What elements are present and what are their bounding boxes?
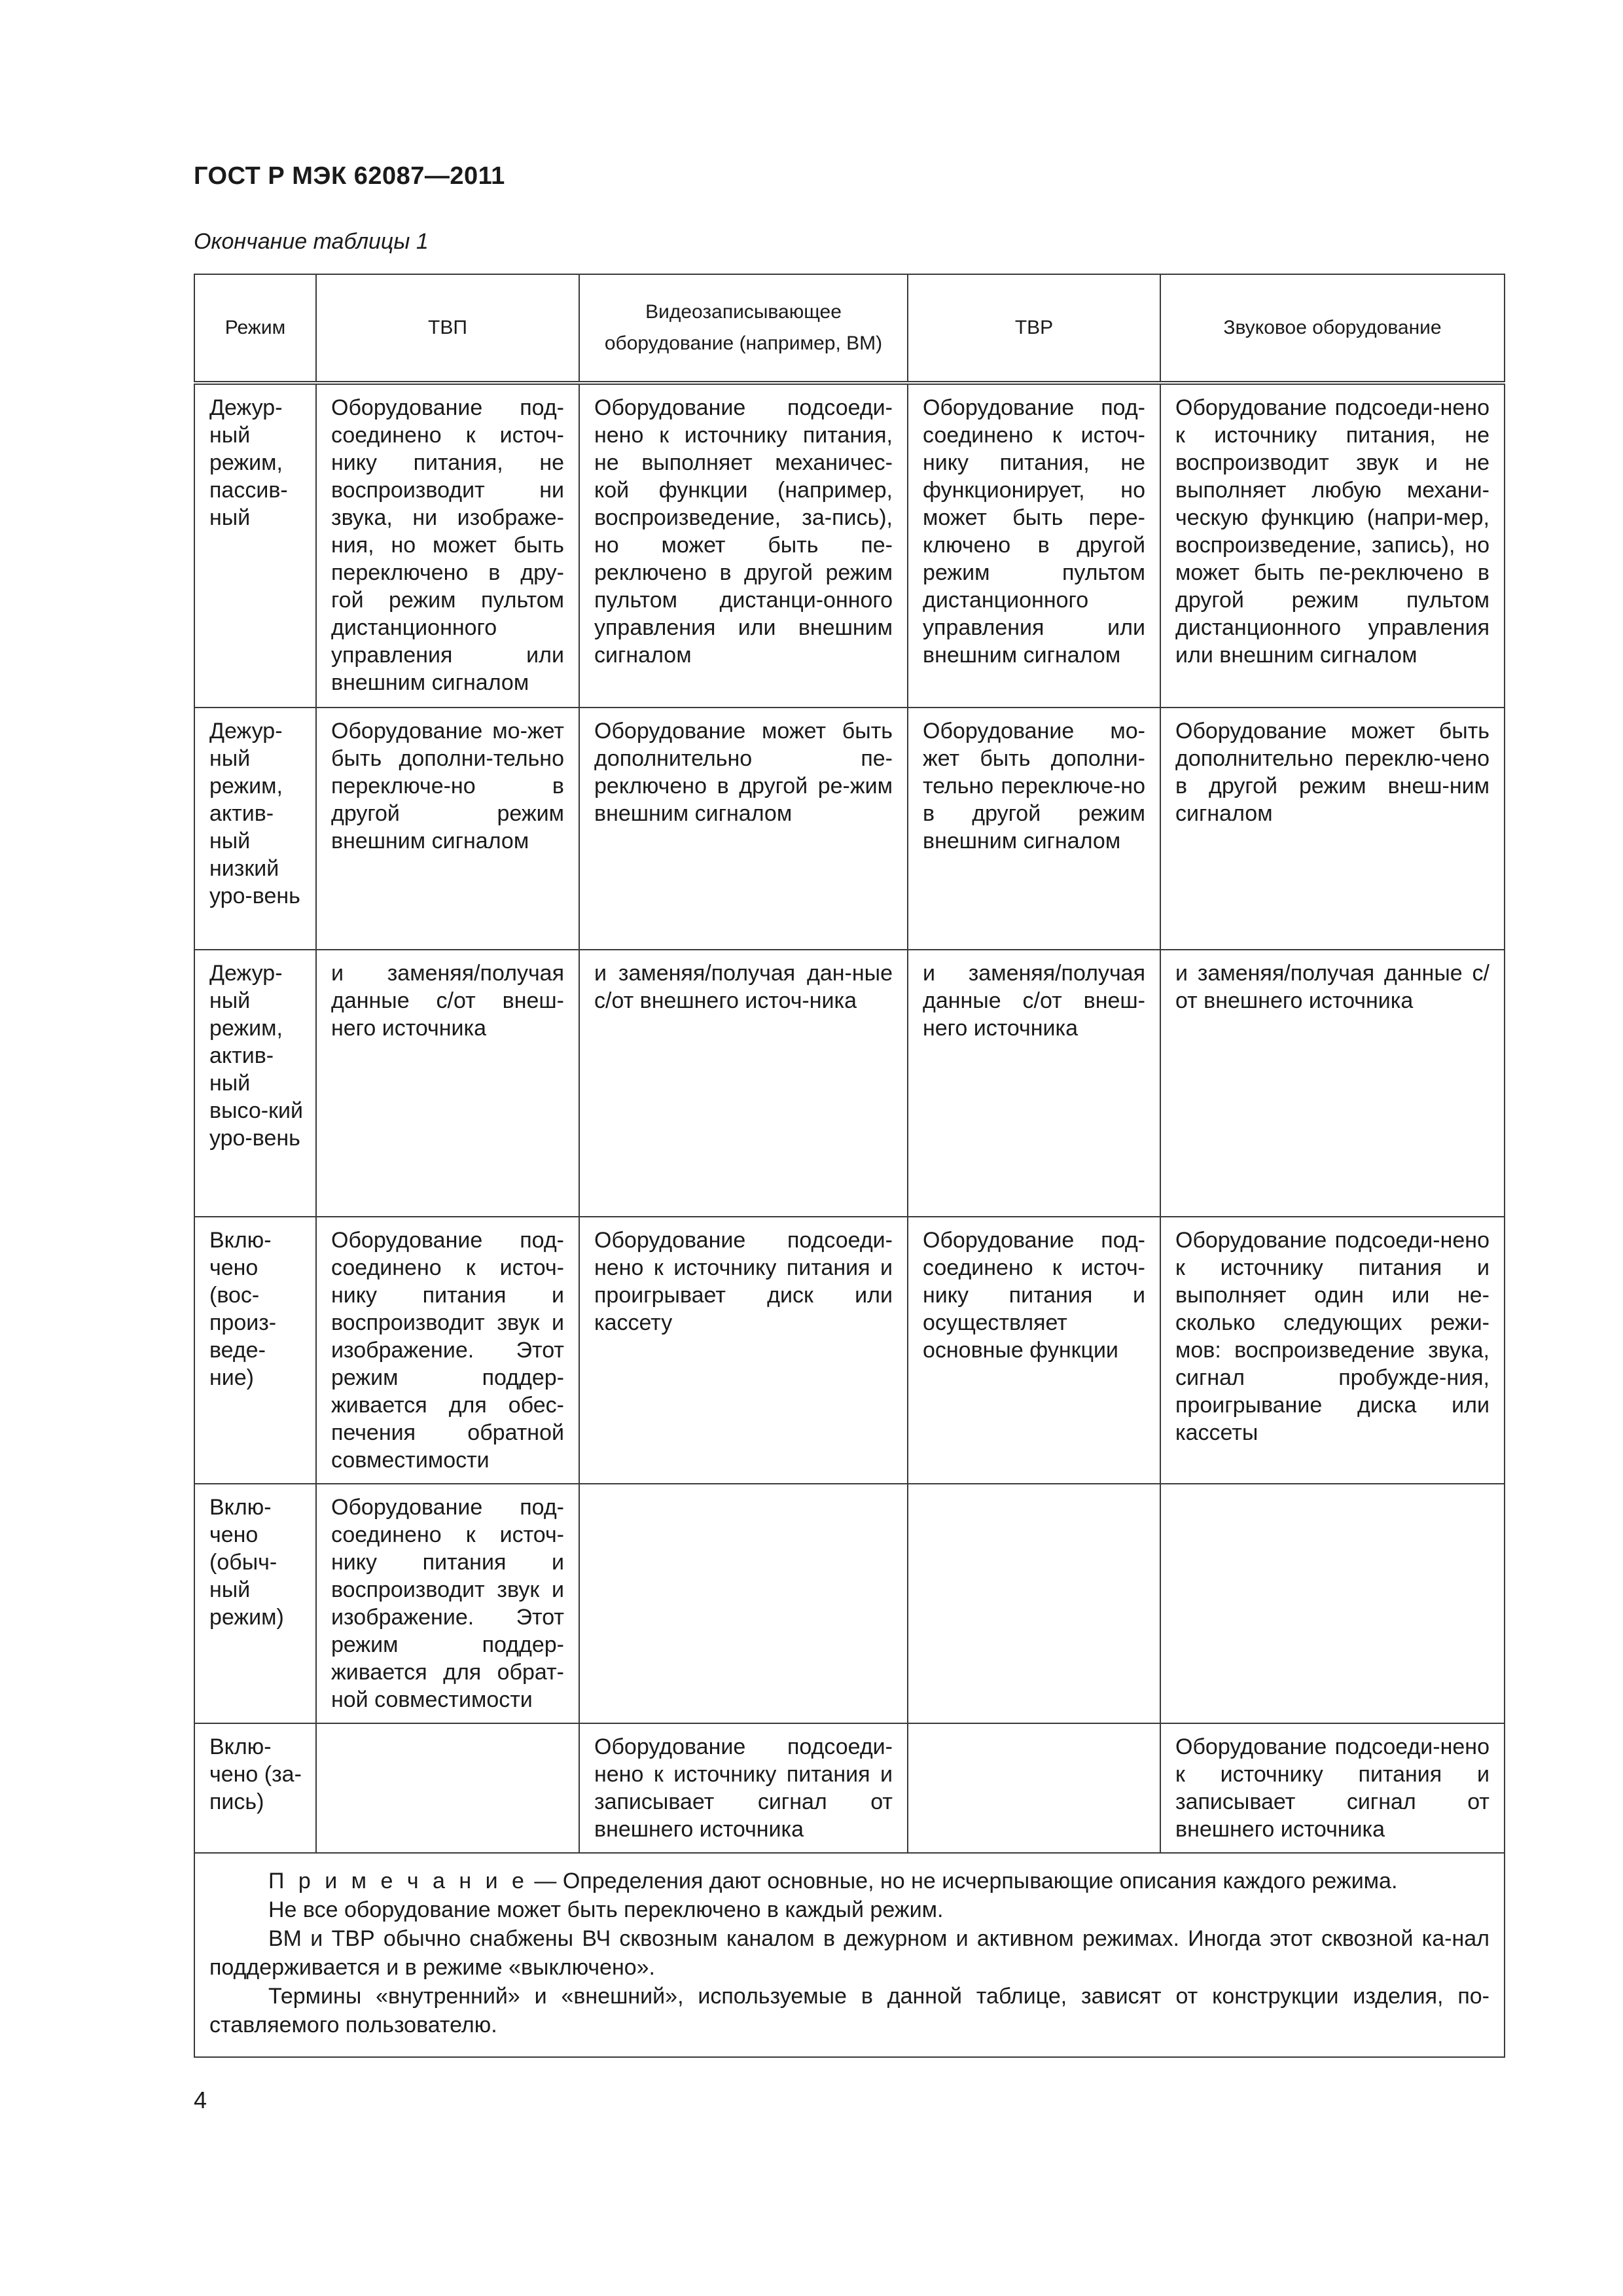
tvp-cell: Оборудование под-соединено к источ-нику питания и воспроизводит звук и изображение. Этот режим поддер-живается для обес-печения обратной совместимости bbox=[316, 1217, 579, 1484]
video-cell: Оборудование подсоеди-нено к источнику питания, не выполняет механичес-кой функции (например, воспроизведение, за-пись), но может быть пе-реключено в другой режим пультом дистанци-онного управления или внешним сигналом bbox=[579, 383, 908, 708]
tvr-cell: Оборудование мо-жет быть дополни-тельно переключе-но в другой режим внешним сигналом bbox=[908, 708, 1160, 950]
table-header-row bbox=[194, 274, 1505, 383]
video-cell: Оборудование подсоеди-нено к источнику питания и проигрывает диск или кассету bbox=[579, 1217, 908, 1484]
table-note bbox=[194, 1853, 1505, 2057]
note-line: ВМ и ТВР обычно снабжены ВЧ сквозным каналом в дежурном и активном режимах. Иногда этот сквозной ка-нал поддерживается и в режиме «выключено». bbox=[209, 1926, 1489, 1980]
modes-table bbox=[194, 274, 1505, 2058]
note-line bbox=[209, 1867, 1489, 1895]
audio-cell: Оборудование подсоеди-нено к источнику питания и записывает сигнал от внешнего источника bbox=[1160, 1723, 1505, 1853]
document-header: ГОСТ Р МЭК 62087—2011 bbox=[194, 162, 505, 190]
audio-cell bbox=[1160, 1484, 1505, 1723]
video-cell: Оборудование подсоеди-нено к источнику питания и записывает сигнал от внешнего источника bbox=[579, 1723, 908, 1853]
tvp-cell bbox=[316, 1723, 579, 1853]
tvr-cell: Оборудование под-соединено к источ-нику питания и осуществляет основные функции bbox=[908, 1217, 1160, 1484]
table-caption: Окончание таблицы 1 bbox=[194, 229, 429, 254]
table-row bbox=[194, 950, 1505, 1217]
column-header-mode: Режим bbox=[194, 274, 316, 383]
mode-cell: Дежур-ный режим, актив-ный высо-кий уро-вень bbox=[194, 950, 316, 1217]
tvp-cell: и заменяя/получая данные с/от внеш-него источника bbox=[316, 950, 579, 1217]
page-number: 4 bbox=[194, 2087, 207, 2113]
note-line: Не все оборудование может быть переключено в каждый режим. bbox=[268, 1897, 944, 1922]
tvp-cell: Оборудование под-соединено к источ-нику питания, не воспроизводит ни звука, ни изображе-ния, но может быть переключено в дру-гой режим пультом дистанционного управления или внешним сигналом bbox=[316, 383, 579, 708]
column-header-audio: Звуковое оборудование bbox=[1160, 274, 1505, 383]
table-row bbox=[194, 708, 1505, 950]
column-header-video: Видеозаписывающее оборудование (например, ВМ) bbox=[579, 274, 908, 383]
mode-cell: Вклю-чено (вос-произ-веде-ние) bbox=[194, 1217, 316, 1484]
video-cell: и заменяя/получая дан-ные с/от внешнего источ-ника bbox=[579, 950, 908, 1217]
tvr-cell bbox=[908, 1723, 1160, 1853]
video-cell bbox=[579, 1484, 908, 1723]
audio-cell: Оборудование может быть дополнительно переклю-чено в другой режим внеш-ним сигналом bbox=[1160, 708, 1505, 950]
table-note-row bbox=[194, 1853, 1505, 2057]
note-line: Термины «внутренний» и «внешний», используемые в данной таблице, зависят от конструкции изделия, по-ставляемого пользователю. bbox=[209, 1984, 1489, 2037]
tvp-cell: Оборудование под-соединено к источ-нику питания и воспроизводит звук и изображение. Этот режим поддер-живается для обрат-ной совместимости bbox=[316, 1484, 579, 1723]
column-header-tvr: ТВР bbox=[908, 274, 1160, 383]
mode-cell: Вклю-чено (обыч-ный режим) bbox=[194, 1484, 316, 1723]
table-row bbox=[194, 1484, 1505, 1723]
mode-cell: Вклю-чено (за-пись) bbox=[194, 1723, 316, 1853]
mode-cell: Дежур-ный режим, пассив-ный bbox=[194, 383, 316, 708]
tvr-cell bbox=[908, 1484, 1160, 1723]
tvr-cell: и заменяя/получая данные с/от внеш-него источника bbox=[908, 950, 1160, 1217]
note-label: П р и м е ч а н и е bbox=[268, 1869, 528, 1893]
mode-cell: Дежур-ный режим, актив-ный низкий уро-вень bbox=[194, 708, 316, 950]
tvr-cell: Оборудование под-соединено к источ-нику питания, не функционирует, но может быть пере-ключено в другой режим пультом дистанционного управления или внешним сигналом bbox=[908, 383, 1160, 708]
table-row bbox=[194, 383, 1505, 708]
table-row bbox=[194, 1723, 1505, 1853]
video-cell: Оборудование может быть дополнительно пе-реключено в другой ре-жим внешним сигналом bbox=[579, 708, 908, 950]
audio-cell: Оборудование подсоеди-нено к источнику питания и выполняет один или не-сколько следующих режи-мов: воспроизведение звука, сигнал пробужде-ния, проигрывание диска или кассеты bbox=[1160, 1217, 1505, 1484]
tvp-cell: Оборудование мо-жет быть дополни-тельно переключе-но в другой режим внешним сигналом bbox=[316, 708, 579, 950]
audio-cell: Оборудование подсоеди-нено к источнику питания, не воспроизводит звук и не выполняет любую механи-ческую функцию (напри-мер, воспроизведение, запись), но может быть пе-реключено в другой режим пультом дистанционного управления или внешним сигналом bbox=[1160, 383, 1505, 708]
table-row bbox=[194, 1217, 1505, 1484]
note-text: — Определения дают основные, но не исчерпывающие описания каждого режима. bbox=[527, 1869, 1398, 1893]
column-header-tvp: ТВП bbox=[316, 274, 579, 383]
audio-cell: и заменяя/получая данные с/от внешнего источника bbox=[1160, 950, 1505, 1217]
